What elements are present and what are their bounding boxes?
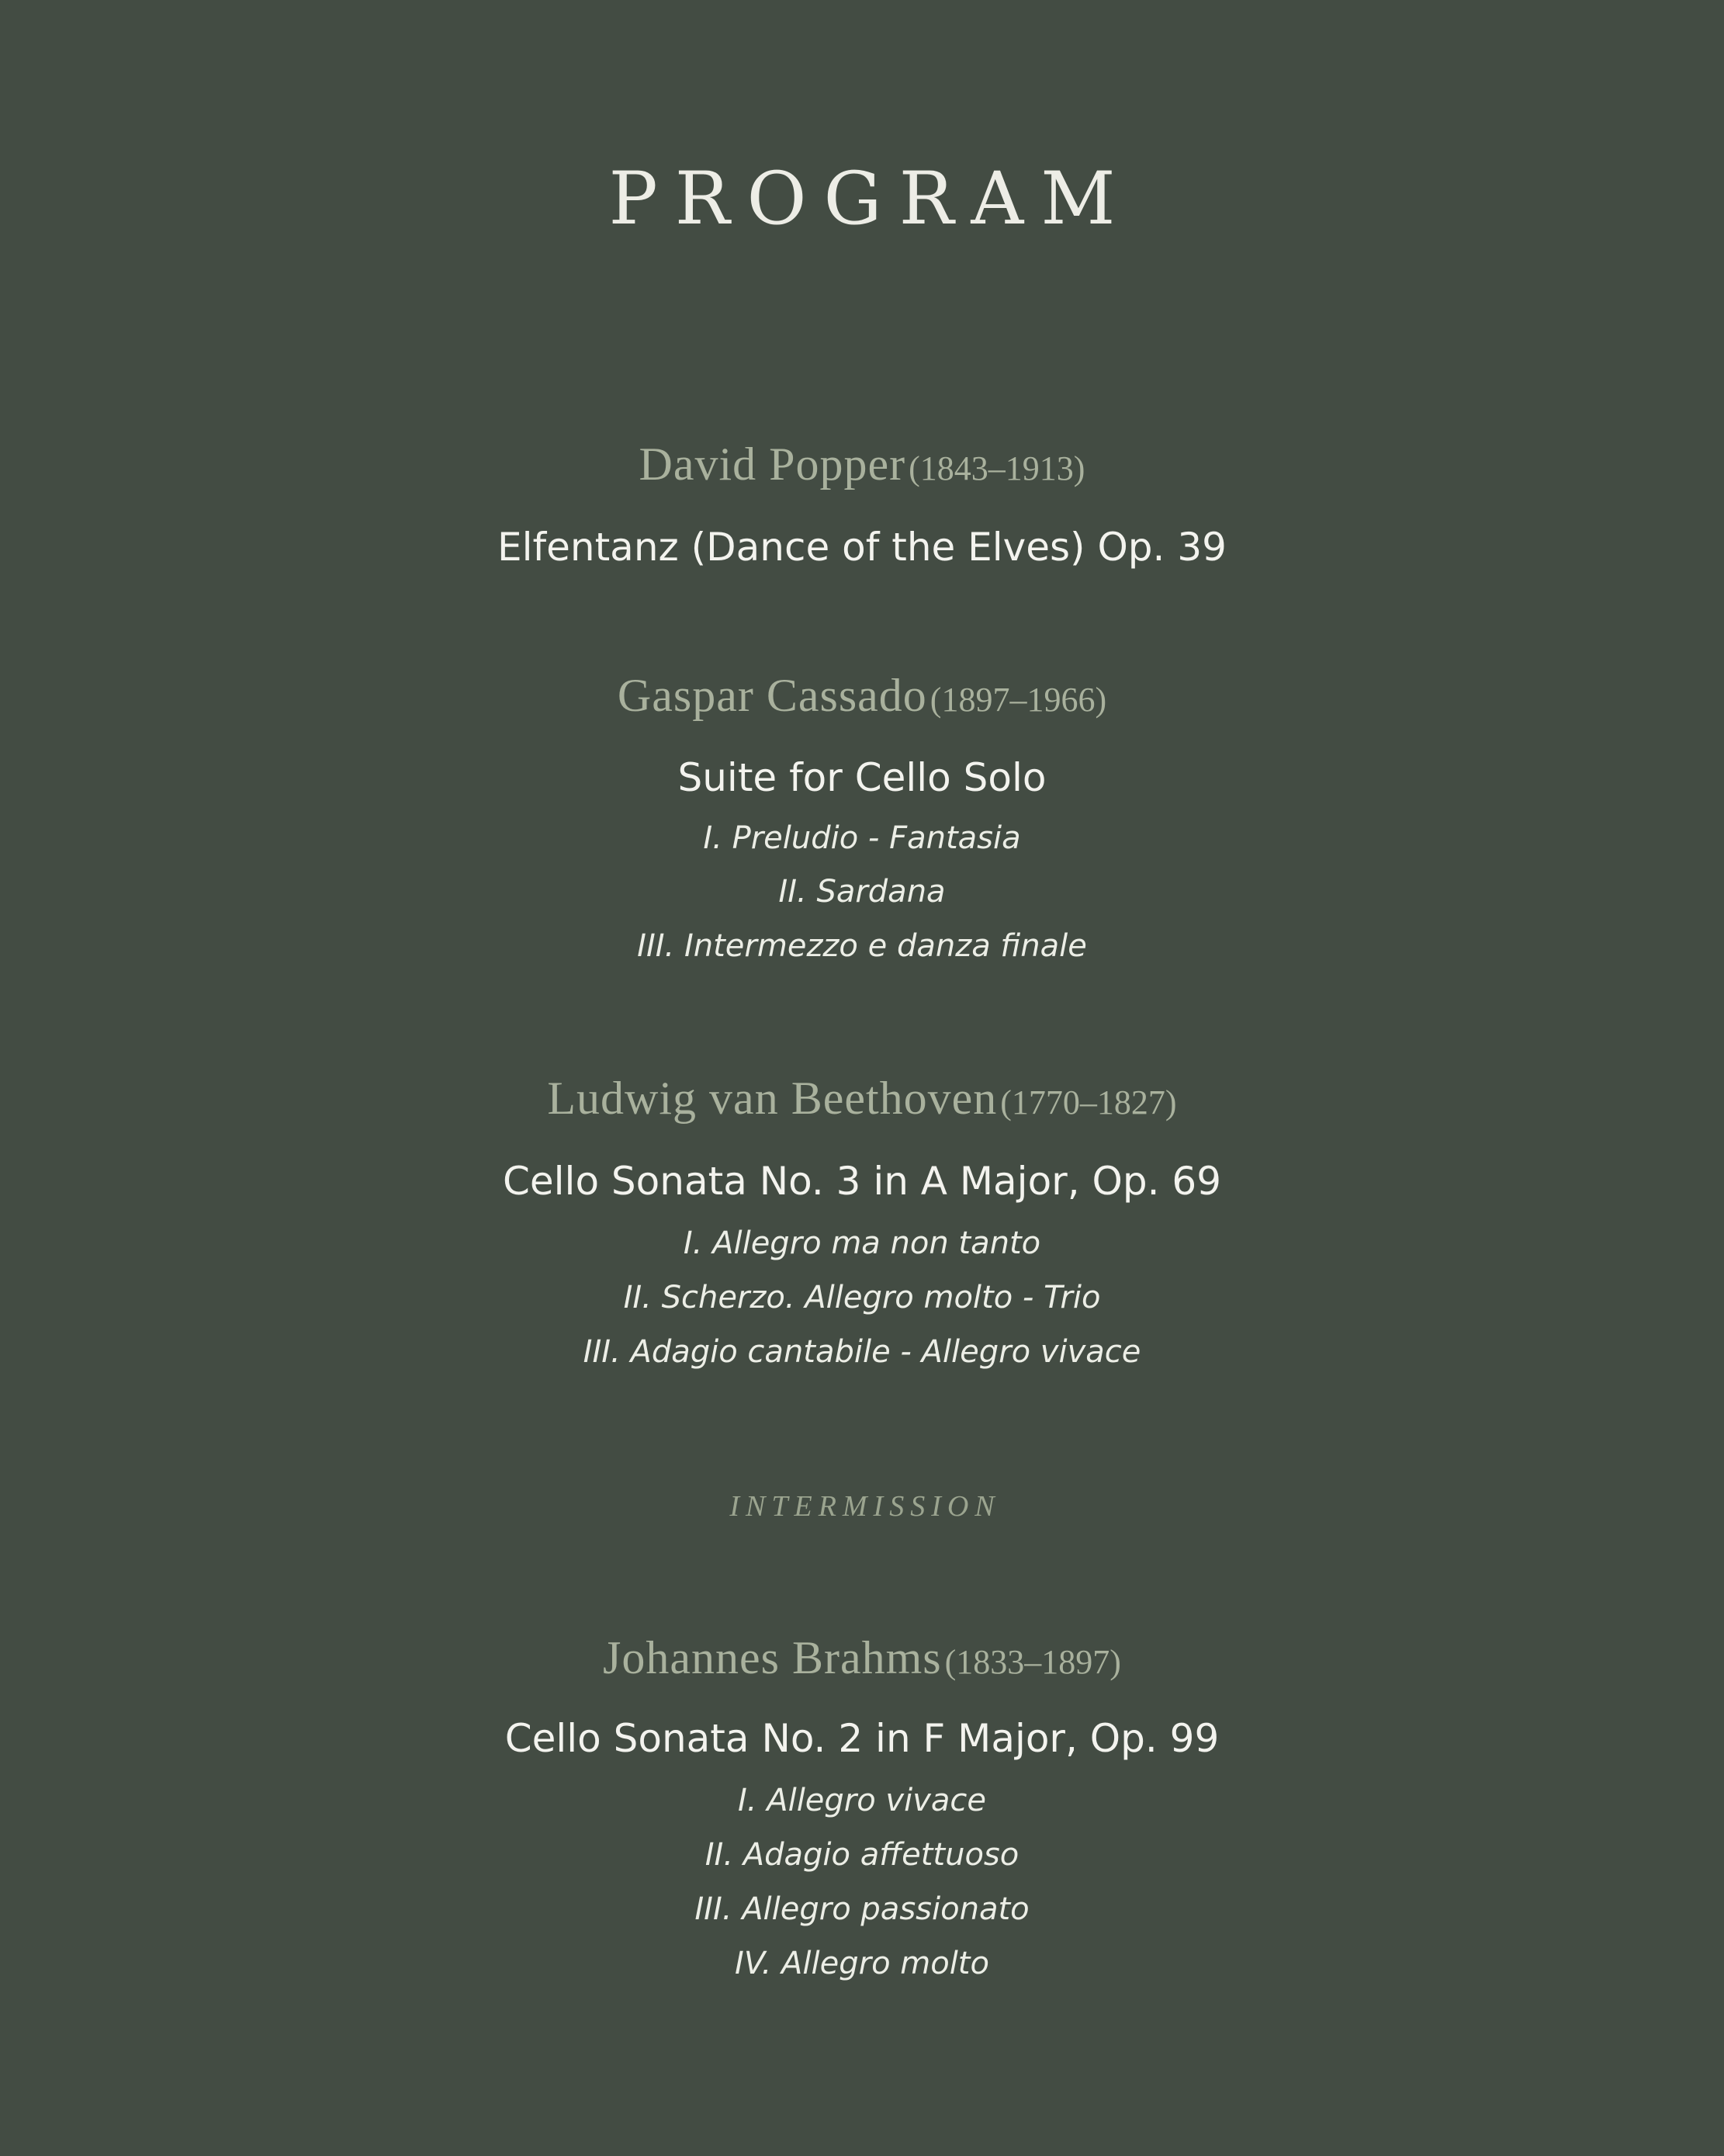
composer-name: Ludwig van Beethoven — [547, 1073, 998, 1124]
composer-name: Gaspar Cassado — [617, 670, 927, 721]
composer-name: Johannes Brahms — [603, 1632, 942, 1683]
movement-item: III. Intermezzo e danza finale — [637, 928, 1087, 964]
movement-item: II. Adagio affettuoso — [704, 1837, 1020, 1873]
page-title: PROGRAM — [608, 157, 1133, 241]
work-title: Elfentanz (Dance of the Elves) Op. 39 — [497, 525, 1227, 570]
composer-dates: (1833–1897) — [944, 1643, 1121, 1681]
movement-item: II. Scherzo. Allegro molto - Trio — [623, 1280, 1101, 1315]
composer-dates: (1770–1827) — [1000, 1083, 1177, 1121]
composer-heading-popper — [0, 438, 1724, 490]
composer-heading-beethoven — [0, 1073, 1724, 1124]
composer-name: David Popper — [639, 438, 906, 490]
work-title: Suite for Cello Solo — [677, 755, 1047, 800]
composer-heading-brahms — [0, 1634, 1724, 1681]
movement-item: III. Allegro passionato — [694, 1891, 1030, 1927]
composer-dates: (1843–1913) — [909, 449, 1085, 487]
intermission-label: INTERMISSION — [729, 1490, 1001, 1523]
movement-item: III. Adagio cantabile - Allegro vivace — [583, 1334, 1141, 1370]
work-title: Cello Sonata No. 2 in F Major, Op. 99 — [504, 1716, 1220, 1761]
movement-item: IV. Allegro molto — [735, 1946, 989, 1981]
movement-item: II. Sardana — [778, 874, 946, 910]
movement-item: I. Preludio - Fantasia — [703, 820, 1021, 856]
composer-heading-cassado — [0, 672, 1724, 719]
work-title: Cello Sonata No. 3 in A Major, Op. 69 — [502, 1159, 1222, 1204]
movement-item: I. Allegro vivace — [737, 1783, 987, 1818]
composer-dates: (1897–1966) — [930, 681, 1107, 719]
movement-item: I. Allegro ma non tanto — [683, 1225, 1041, 1261]
